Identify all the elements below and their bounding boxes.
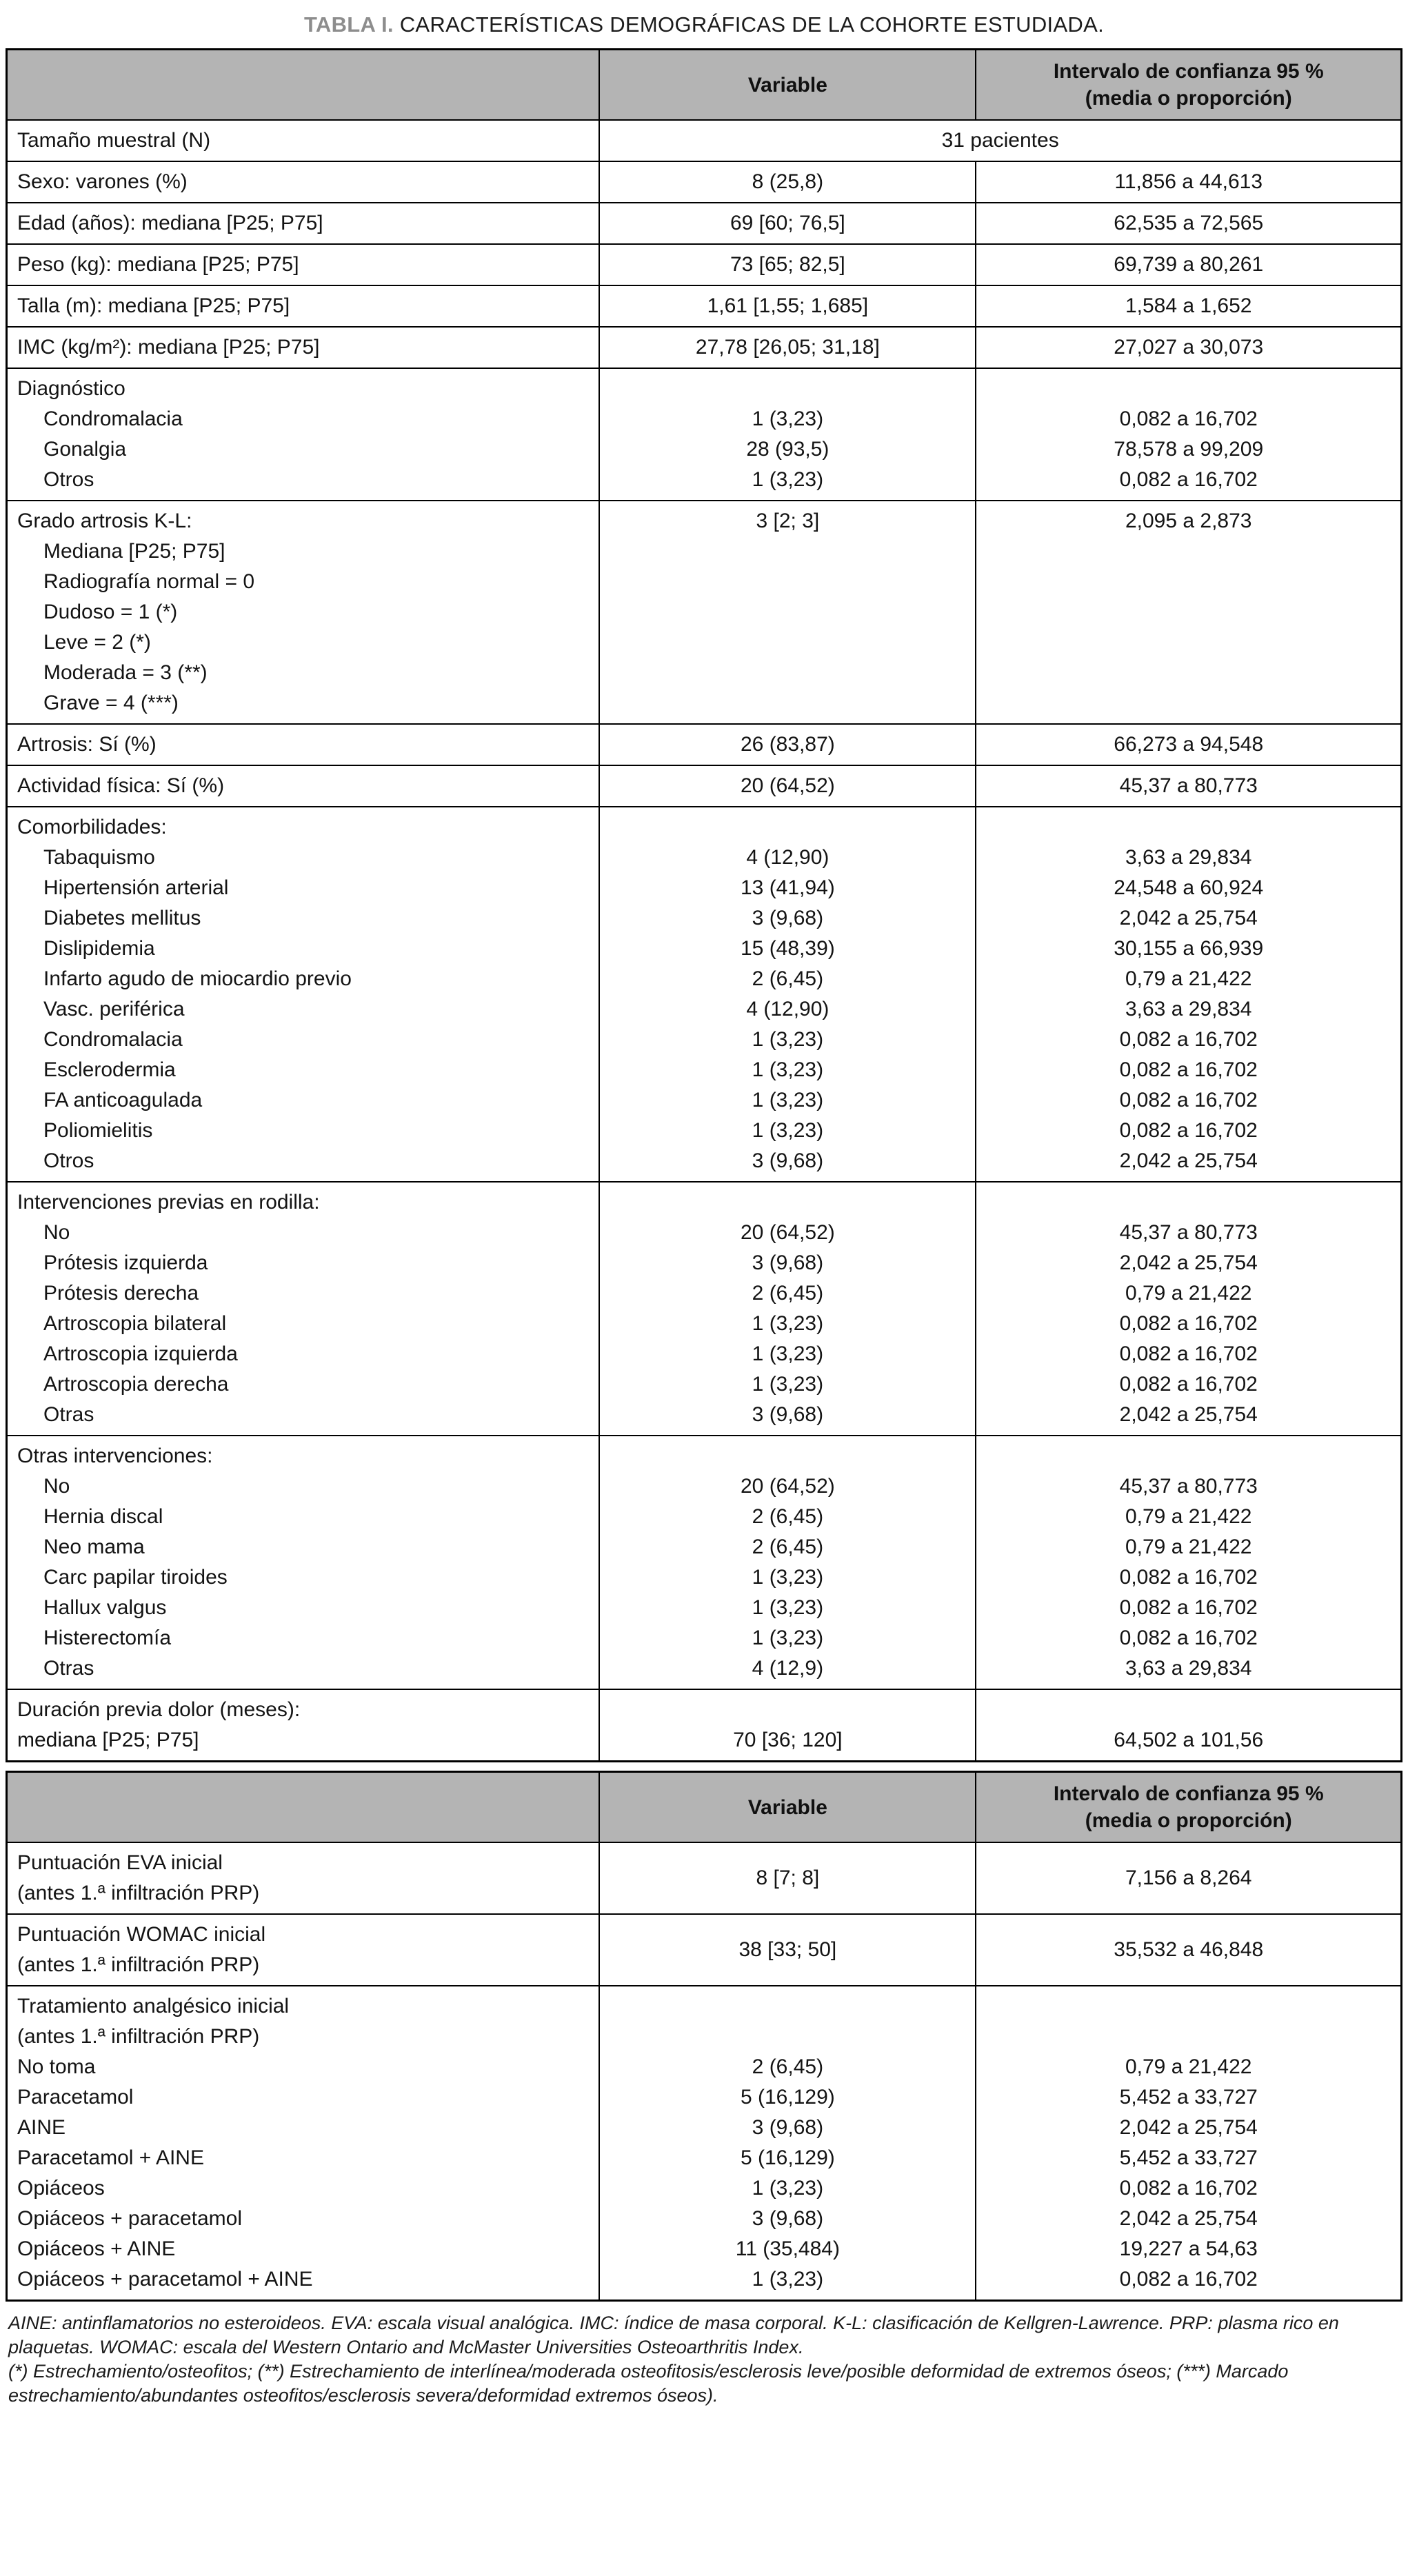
table-1-body [7, 120, 1402, 1762]
ci-value-line: 2,095 a 2,873 [1125, 510, 1252, 532]
variable-value-line: 1 (3,23) [752, 468, 824, 491]
ci-value-line: 2,042 a 25,754 [1119, 2207, 1258, 2230]
row-label-line: Infarto agudo de miocardio previo [43, 967, 352, 990]
row-variable-cell [599, 285, 976, 327]
ci-value-line: 0,082 a 16,702 [1119, 407, 1258, 430]
row-label-cell [7, 285, 600, 327]
row-ci-cell [976, 368, 1401, 501]
row-ci-cell [976, 1182, 1401, 1436]
header-row [7, 50, 1402, 121]
ci-value-line: 3,63 a 29,834 [1125, 846, 1252, 869]
row-span-value-cell [599, 120, 1401, 161]
variable-value-line: 20 (64,52) [740, 774, 835, 797]
row-ci-cell [976, 285, 1401, 327]
variable-value-line: 73 [65; 82,5] [730, 253, 845, 276]
ci-value-line [985, 812, 1392, 843]
row-ci-cell [976, 1914, 1401, 1986]
row-label-cell [7, 120, 600, 161]
variable-value-line: 3 (9,68) [752, 1251, 824, 1274]
row-variable-cell [599, 244, 976, 285]
table-row [7, 1436, 1402, 1689]
row-label-line: Paracetamol [17, 2086, 134, 2109]
table-title [6, 12, 1402, 37]
row-label-line: Diabetes mellitus [43, 907, 201, 929]
table-title-text: CARACTERÍSTICAS DEMOGRÁFICAS DE LA COHORTE ESTUDIADA. [399, 12, 1104, 37]
ci-value-line: 69,739 a 80,261 [1114, 253, 1264, 276]
row-ci-cell [976, 1842, 1401, 1914]
ci-value-line: 0,79 a 21,422 [1125, 1505, 1252, 1528]
row-ci-cell [976, 1689, 1401, 1762]
ci-value-line: 0,082 a 16,702 [1119, 2268, 1258, 2291]
row-label-cell [7, 203, 600, 244]
ci-value-line: 0,082 a 16,702 [1119, 1119, 1258, 1142]
header-empty-cell [7, 1772, 600, 1843]
row-label-line: Actividad física: Sí (%) [17, 774, 225, 797]
variable-value-line: 3 (9,68) [752, 1149, 824, 1172]
table-row [7, 1182, 1402, 1436]
ci-value-line: 78,578 a 99,209 [1114, 438, 1264, 461]
header-variable-label: Variable [747, 1795, 827, 1819]
table-row [7, 327, 1402, 368]
row-variable-cell [599, 807, 976, 1182]
row-label-line: Duración previa dolor (meses): [17, 1698, 301, 1721]
table-2-body [7, 1842, 1402, 2301]
page [6, 12, 1402, 2408]
row-label-line: Dudoso = 1 (*) [43, 601, 178, 623]
variable-value-line: 1 (3,23) [752, 1342, 824, 1365]
row-label-line: (antes 1.ª infiltración PRP) [17, 2025, 260, 2048]
ci-value-line [985, 1441, 1392, 1471]
variable-value-line: 1 (3,23) [752, 1089, 824, 1111]
row-label-cell [7, 1914, 600, 1986]
table-row [7, 1842, 1402, 1914]
row-label-line: Otros [43, 468, 94, 491]
variable-value-line: 1 (3,23) [752, 1373, 824, 1396]
variable-value-line: 2 (6,45) [752, 1505, 824, 1528]
row-label-line: (antes 1.ª infiltración PRP) [17, 1882, 260, 1904]
footnotes [6, 2311, 1402, 2408]
ci-value-line: 11,856 a 44,613 [1114, 170, 1263, 193]
row-label-line: Prótesis derecha [43, 1282, 199, 1305]
ci-value-line: 62,535 a 72,565 [1114, 212, 1264, 234]
row-variable-cell [599, 1986, 976, 2301]
header-ci-line2: (media o proporción) [1085, 87, 1292, 110]
variable-value-line: 4 (12,90) [746, 846, 829, 869]
row-ci-cell [976, 765, 1401, 807]
ci-value-line: 0,082 a 16,702 [1119, 1342, 1258, 1365]
header-row [7, 1772, 1402, 1843]
row-label-line: Comorbilidades: [17, 816, 167, 838]
row-label-line: Moderada = 3 (**) [43, 661, 208, 684]
variable-value-line: 1 (3,23) [752, 1596, 824, 1619]
row-label-line: No [43, 1475, 70, 1498]
row-label-line: Opiáceos + paracetamol + AINE [17, 2268, 313, 2291]
ci-value-line: 2,042 a 25,754 [1119, 2116, 1258, 2139]
row-label-line: Dislipidemia [43, 937, 155, 960]
row-ci-cell [976, 724, 1401, 765]
table-title-number: TABLA I. [303, 12, 394, 37]
ci-value-line: 2,042 a 25,754 [1119, 1149, 1258, 1172]
ci-value-line: 45,37 a 80,773 [1119, 1221, 1258, 1244]
ci-value-line [985, 1695, 1392, 1725]
row-label-cell [7, 368, 600, 501]
row-variable-cell [599, 501, 976, 724]
variable-value-line [608, 1991, 967, 2022]
row-label-line: Gonalgia [43, 438, 127, 461]
variable-value-line: 1 (3,23) [752, 1627, 824, 1649]
table-1-header [7, 50, 1402, 121]
variable-value-line: 11 (35,484) [735, 2237, 840, 2260]
row-ci-cell [976, 327, 1401, 368]
ci-value-line: 0,79 a 21,422 [1125, 967, 1252, 990]
table-row [7, 501, 1402, 724]
variable-value-line: 2 (6,45) [752, 1536, 824, 1558]
row-label-line: Grave = 4 (***) [43, 692, 179, 714]
table-row [7, 203, 1402, 244]
row-label-line: Opiáceos [17, 2177, 105, 2200]
ci-value-line: 5,452 a 33,727 [1119, 2086, 1258, 2109]
row-variable-cell [599, 327, 976, 368]
variable-value-line: 3 (9,68) [752, 2207, 824, 2230]
row-label-line: Diagnóstico [17, 377, 125, 400]
ci-value-line: 0,082 a 16,702 [1119, 1089, 1258, 1111]
variable-value-line [608, 374, 967, 404]
demographics-table-part-2 [6, 1771, 1402, 2302]
ci-value-line: 0,082 a 16,702 [1119, 1596, 1258, 1619]
variable-value-line: 69 [60; 76,5] [730, 212, 845, 234]
variable-value-line: 70 [36; 120] [733, 1729, 843, 1751]
row-variable-cell [599, 1182, 976, 1436]
row-label-line: Tamaño muestral (N) [17, 129, 211, 152]
ci-value-line: 30,155 a 66,939 [1114, 937, 1264, 960]
row-label-line: Mediana [P25; P75] [43, 540, 225, 563]
header-ci-cell [976, 1772, 1401, 1843]
row-label-line: Neo mama [43, 1536, 145, 1558]
variable-value-line: 1,61 [1,55; 1,685] [707, 294, 869, 317]
ci-value-line: 0,082 a 16,702 [1119, 1028, 1258, 1051]
row-label-cell [7, 1436, 600, 1689]
ci-value-line: 0,082 a 16,702 [1119, 2177, 1258, 2200]
row-ci-cell [976, 244, 1401, 285]
variable-value-line: 20 (64,52) [740, 1475, 835, 1498]
variable-value-line: 3 (9,68) [752, 2116, 824, 2139]
row-label-cell [7, 327, 600, 368]
row-variable-cell [599, 1842, 976, 1914]
row-label-cell [7, 501, 600, 724]
ci-value-line: 2,042 a 25,754 [1119, 1403, 1258, 1426]
variable-value-line: 4 (12,9) [752, 1657, 824, 1680]
table-row [7, 807, 1402, 1182]
row-label-cell [7, 1842, 600, 1914]
table-row [7, 120, 1402, 161]
row-label-line: Artroscopia izquierda [43, 1342, 238, 1365]
footnote-kl-grades: (*) Estrechamiento/osteofitos; (**) Estrechamiento de interlínea/moderada osteofitosis/esclerosis leve/posible deformidad de extremos óseos; (***) Marcado estrechamiento/abundantes osteofitos/esclerosis severa/deformidad extremos óseos). [8, 2361, 1289, 2406]
table-row [7, 724, 1402, 765]
row-label-line: Leve = 2 (*) [43, 631, 151, 654]
variable-value-line: 38 [33; 50] [738, 1938, 837, 1961]
variable-value-line: 28 (93,5) [746, 438, 829, 461]
row-ci-cell [976, 203, 1401, 244]
ci-value-line: 64,502 a 101,56 [1114, 1729, 1264, 1751]
ci-value-line: 0,082 a 16,702 [1119, 1373, 1258, 1396]
row-variable-cell [599, 1914, 976, 1986]
header-variable-cell [599, 50, 976, 121]
ci-value-line [985, 2022, 1392, 2052]
variable-value-line: 1 (3,23) [752, 2177, 824, 2200]
table-row [7, 765, 1402, 807]
variable-value-line: 5 (16,129) [740, 2146, 835, 2169]
row-label-line: Condromalacia [43, 407, 183, 430]
header-ci-line1: Intervalo de confianza 95 % [1053, 1782, 1324, 1805]
row-label-line: IMC (kg/m²): mediana [P25; P75] [17, 336, 320, 359]
row-variable-cell [599, 724, 976, 765]
header-variable-label: Variable [747, 73, 827, 97]
row-label-line: No toma [17, 2055, 96, 2078]
row-ci-cell [976, 1436, 1401, 1689]
variable-value-line: 1 (3,23) [752, 2268, 824, 2291]
variable-value-line: 2 (6,45) [752, 1282, 824, 1305]
row-label-line: Otras [43, 1403, 94, 1426]
row-ci-cell [976, 501, 1401, 724]
row-ci-cell [976, 1986, 1401, 2301]
variable-value-line: 3 (9,68) [752, 1403, 824, 1426]
ci-value-line: 5,452 a 33,727 [1119, 2146, 1258, 2169]
ci-value-line: 0,082 a 16,702 [1119, 468, 1258, 491]
ci-value-line: 7,156 a 8,264 [1125, 1866, 1252, 1889]
ci-value-line: 19,227 a 54,63 [1119, 2237, 1258, 2260]
header-ci-cell [976, 50, 1401, 121]
row-label-line: Prótesis izquierda [43, 1251, 208, 1274]
header-ci-line1: Intervalo de confianza 95 % [1053, 60, 1324, 83]
table-row [7, 285, 1402, 327]
row-label-line: No [43, 1221, 70, 1244]
row-label-line: Artrosis: Sí (%) [17, 733, 157, 756]
ci-value-line: 27,027 a 30,073 [1114, 336, 1264, 359]
variable-value-line [608, 812, 967, 843]
row-label-line: Hipertensión arterial [43, 876, 229, 899]
row-label-line: Poliomielitis [43, 1119, 153, 1142]
table-row [7, 368, 1402, 501]
ci-value-line: 0,082 a 16,702 [1119, 1058, 1258, 1081]
ci-value-line: 3,63 a 29,834 [1125, 1657, 1252, 1680]
row-label-line: Tabaquismo [43, 846, 155, 869]
row-label-line: Carc papilar tiroides [43, 1566, 228, 1589]
variable-value-line: 3 (9,68) [752, 907, 824, 929]
row-label-line: Otras intervenciones: [17, 1445, 213, 1467]
row-label-cell [7, 807, 600, 1182]
row-variable-cell [599, 765, 976, 807]
variable-value-line: 1 (3,23) [752, 1028, 824, 1051]
variable-value-line: 5 (16,129) [740, 2086, 835, 2109]
variable-value-line: 1 (3,23) [752, 1312, 824, 1335]
variable-value-line: 1 (3,23) [752, 407, 824, 430]
row-label-cell [7, 765, 600, 807]
variable-value-line [608, 1695, 967, 1725]
row-label-line: Histerectomía [43, 1627, 172, 1649]
demographics-table-part-1 [6, 48, 1402, 1762]
row-label-cell [7, 1986, 600, 2301]
row-variable-cell [599, 161, 976, 203]
row-label-line: Sexo: varones (%) [17, 170, 188, 193]
row-label-line: Otros [43, 1149, 94, 1172]
table-row [7, 161, 1402, 203]
ci-value-line: 0,79 a 21,422 [1125, 2055, 1252, 2078]
variable-value-line: 2 (6,45) [752, 2055, 824, 2078]
row-label-line: Artroscopia derecha [43, 1373, 229, 1396]
variable-value-line: 20 (64,52) [740, 1221, 835, 1244]
ci-value-line: 45,37 a 80,773 [1119, 1475, 1258, 1498]
ci-value-line: 66,273 a 94,548 [1114, 733, 1264, 756]
variable-value-line: 3 [2; 3] [756, 510, 820, 532]
row-label-cell [7, 724, 600, 765]
row-label-line: Opiáceos + paracetamol [17, 2207, 243, 2230]
ci-value-line: 45,37 a 80,773 [1119, 774, 1258, 797]
row-label-line: Tratamiento analgésico inicial [17, 1995, 290, 2017]
ci-value-line [985, 1991, 1392, 2022]
row-label-line: Edad (años): mediana [P25; P75] [17, 212, 323, 234]
header-ci-line2: (media o proporción) [1085, 1809, 1292, 1832]
row-label-line: FA anticoagulada [43, 1089, 203, 1111]
row-variable-cell [599, 203, 976, 244]
row-variable-cell [599, 368, 976, 501]
ci-value-line: 2,042 a 25,754 [1119, 907, 1258, 929]
row-label-cell [7, 1182, 600, 1436]
variable-value-line: 1 (3,23) [752, 1119, 824, 1142]
table-row [7, 1986, 1402, 2301]
ci-value-line [985, 374, 1392, 404]
ci-value-line: 1,584 a 1,652 [1125, 294, 1252, 317]
header-variable-cell [599, 1772, 976, 1843]
row-label-line: Grado artrosis K-L: [17, 510, 192, 532]
header-empty-cell [7, 50, 600, 121]
row-variable-cell [599, 1436, 976, 1689]
ci-value-line: 24,548 a 60,924 [1114, 876, 1264, 899]
table-row [7, 1689, 1402, 1762]
row-label-line: Puntuación EVA inicial [17, 1851, 223, 1874]
variable-value-line [608, 2022, 967, 2052]
row-span-value: 31 pacientes [941, 129, 1059, 152]
row-label-line: Hallux valgus [43, 1596, 167, 1619]
row-label-line: Otras [43, 1657, 94, 1680]
row-ci-cell [976, 161, 1401, 203]
row-label-line: Puntuación WOMAC inicial [17, 1923, 266, 1946]
row-label-line: Esclerodermia [43, 1058, 176, 1081]
row-label-cell [7, 1689, 600, 1762]
variable-value-line: 8 (25,8) [752, 170, 824, 193]
variable-value-line: 26 (83,87) [740, 733, 835, 756]
row-label-line: Opiáceos + AINE [17, 2237, 176, 2260]
row-label-line: Artroscopia bilateral [43, 1312, 227, 1335]
row-label-line: Condromalacia [43, 1028, 183, 1051]
row-label-cell [7, 244, 600, 285]
table-row [7, 1914, 1402, 1986]
variable-value-line: 27,78 [26,05; 31,18] [695, 336, 880, 359]
row-label-line: Hernia discal [43, 1505, 163, 1528]
variable-value-line: 13 (41,94) [740, 876, 835, 899]
row-label-line: mediana [P25; P75] [17, 1729, 199, 1751]
table-row [7, 244, 1402, 285]
row-label-line: Intervenciones previas en rodilla: [17, 1191, 320, 1214]
variable-value-line: 1 (3,23) [752, 1058, 824, 1081]
variable-value-line: 8 [7; 8] [756, 1866, 820, 1889]
row-label-cell [7, 161, 600, 203]
variable-value-line [608, 1441, 967, 1471]
row-label-line: Vasc. periférica [43, 998, 185, 1020]
ci-value-line [985, 1187, 1392, 1218]
ci-value-line: 35,532 a 46,848 [1114, 1938, 1264, 1961]
ci-value-line: 0,082 a 16,702 [1119, 1566, 1258, 1589]
table-2-header [7, 1772, 1402, 1843]
row-label-line: AINE [17, 2116, 66, 2139]
row-label-line: Radiografía normal = 0 [43, 570, 255, 593]
variable-value-line: 4 (12,90) [746, 998, 829, 1020]
row-label-line: Peso (kg): mediana [P25; P75] [17, 253, 299, 276]
variable-value-line: 15 (48,39) [740, 937, 835, 960]
footnote-abbreviations: AINE: antinflamatorios no esteroideos. EVA: escala visual analógica. IMC: índice de masa corporal. K-L: clasificación de Kellgren-Lawrence. PRP: plasma rico en plaquetas. WOMAC: escala del Western Ontario and McMaster Universities Osteoarthritis Index. [8, 2313, 1339, 2357]
ci-value-line: 0,79 a 21,422 [1125, 1536, 1252, 1558]
ci-value-line: 0,082 a 16,702 [1119, 1627, 1258, 1649]
variable-value-line: 2 (6,45) [752, 967, 824, 990]
ci-value-line: 3,63 a 29,834 [1125, 998, 1252, 1020]
ci-value-line: 0,082 a 16,702 [1119, 1312, 1258, 1335]
variable-value-line [608, 1187, 967, 1218]
variable-value-line: 1 (3,23) [752, 1566, 824, 1589]
ci-value-line: 0,79 a 21,422 [1125, 1282, 1252, 1305]
ci-value-line: 2,042 a 25,754 [1119, 1251, 1258, 1274]
row-label-line: Talla (m): mediana [P25; P75] [17, 294, 290, 317]
row-label-line: (antes 1.ª infiltración PRP) [17, 1953, 260, 1976]
row-ci-cell [976, 807, 1401, 1182]
row-variable-cell [599, 1689, 976, 1762]
row-label-line: Paracetamol + AINE [17, 2146, 204, 2169]
